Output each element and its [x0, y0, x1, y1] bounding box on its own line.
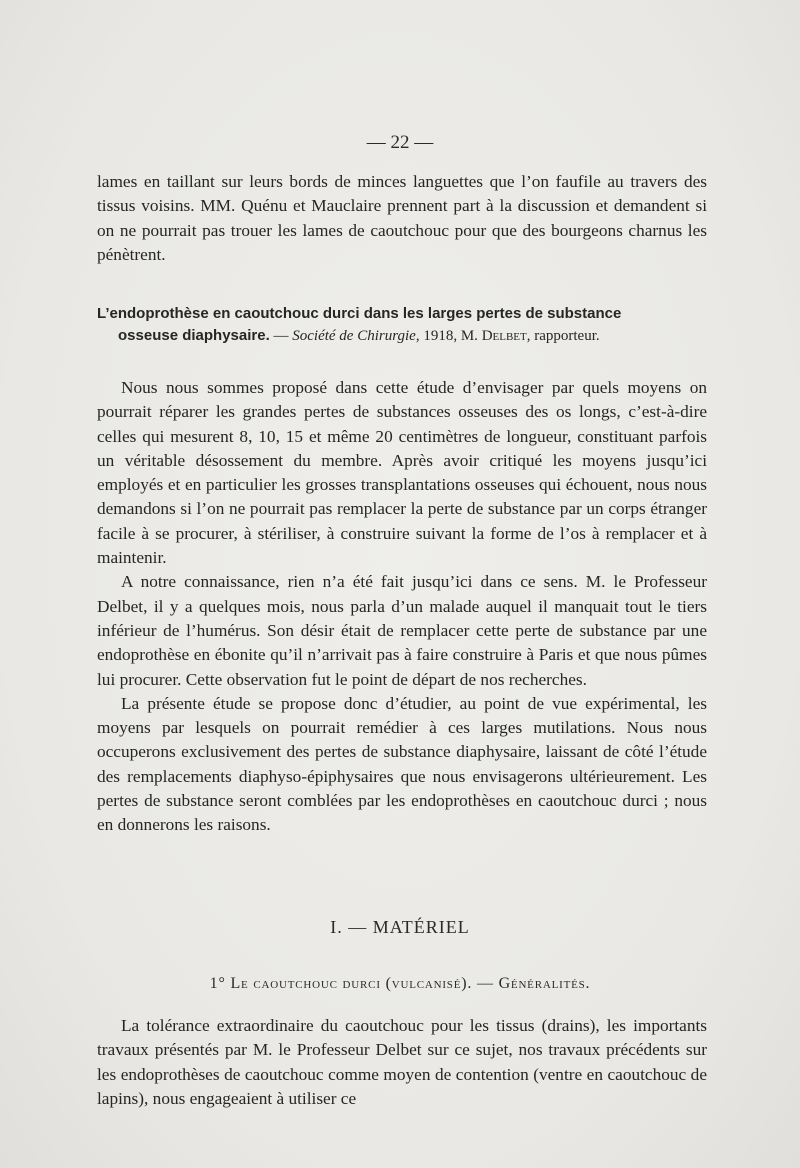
reference-line2: [97, 325, 707, 347]
subsection-heading: 1° Le caoutchouc durci (vulcanisé). — Généralités.: [209, 975, 591, 992]
reference-title-line1: L’endoprothèse en caoutchouc durci dans les larges pertes de substance: [97, 305, 622, 322]
paragraph: A notre connaissance, rien n’a été fait jusqu’ici dans ce sens. M. le Professeur Delbet, il y a quelques mois, nous parla d’un malade auquel il manquait tout le tiers inférieur de l’humérus. Son désir était de remplacer cette perte de substance par une endoprothèse en ébonite qu’il n’arrivait pas à faire construire à Paris et que nous pûmes lui procurer. Cette observation fut le point de départ de nos recherches.: [97, 572, 707, 689]
section-heading: I. — MATÉRIEL: [330, 917, 470, 937]
reference-year: , 1918, M.: [415, 328, 482, 344]
main-text-block: [97, 376, 707, 838]
paragraph: La tolérance extraordinaire du caoutchouc pour les tissus (drains), les importants travaux présentés par M. le Professeur Delbet sur ce sujet, nos travaux précédents sur les endoprothèses de caoutchouc comme moyen de contention (ventre en caoutchouc de lapins), nous engageaient à utiliser ce: [97, 1016, 707, 1108]
reference-title-line2: osseuse diaphysaire.: [118, 327, 270, 344]
closing-text-block: [97, 1014, 707, 1111]
paragraph: lames en taillant sur leurs bords de minces languettes que l’on faufile au travers des tissus voisins. MM. Quénu et Mauclaire prennent part à la discussion et demandent si on ne pourrait pas trouer les lames de caoutchouc pour que des bourgeons charnus les pénètrent.: [97, 172, 707, 264]
reference-author: Delbet: [481, 328, 527, 344]
page-number: — 22 —: [366, 132, 434, 153]
reference-citation: [97, 303, 707, 347]
paragraph: Nous nous sommes proposé dans cette étude d’envisager par quels moyens on pourrait réparer les grandes pertes de substances osseuses des os longs, c’est-à-dire celles qui mesurent 8, 10, 15 et même 20 centimètres de longueur, constituant parfois un véritable désossement du membre. Après avoir critiqué les moyens jusqu’ici employés et en particulier les grosses transplantations osseuses qui échouent, nous nous demandons si l’on ne pourrait pas remplacer la perte de substance par un corps étranger facile à se procurer, à stériliser, à construire suivant la forme de l’os à remplacer et à maintenir.: [97, 378, 707, 568]
intro-paragraph-block: [97, 170, 707, 267]
reference-role: , rapporteur.: [526, 328, 600, 344]
reference-dash: —: [269, 328, 293, 344]
reference-source: Société de Chirurgie: [292, 328, 416, 344]
paragraph: La présente étude se propose donc d’étudier, au point de vue expérimental, les moyens par lesquels on pourrait remédier à ces larges mutilations. Nous nous occuperons exclusivement des pertes de substance diaphysaire, laissant de côté l’étude des remplacements diaphyso-épiphysaires que nous envisagerons ultérieurement. Les pertes de substance seront comblées par les endoprothèses en caoutchouc durci ; nous en donnerons les raisons.: [97, 693, 707, 835]
